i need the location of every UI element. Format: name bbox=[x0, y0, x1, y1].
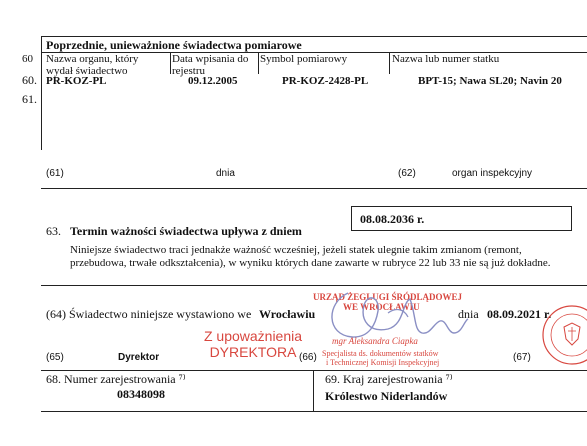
validity-note: Niniejsze świadectwo traci jednakże ważność wcześniej, jeżeli statek ulegnie takim zmianom (remont, przebudowa, trwałe odkształcenia), w wyniku których dane zawarte w rubryce 22 lub 33 nie są już dokładne. bbox=[70, 244, 551, 269]
issued-city: Wrocławiu bbox=[259, 307, 316, 321]
office-stamp-line1: URZĄD ŻEGLUGI ŚRÓDLĄDOWEJ bbox=[313, 292, 463, 302]
validity-date: 08.08.2036 r. bbox=[360, 212, 425, 226]
person-role-line1: Specjalista ds. dokumentów statków bbox=[322, 349, 439, 358]
registration-country-value: Królestwo Niderlandów bbox=[325, 389, 448, 403]
registration-number-value: 08348098 bbox=[117, 387, 165, 401]
field-num-67: (67) bbox=[513, 352, 531, 363]
validity-date-box bbox=[351, 206, 572, 231]
issued-dnia: dnia bbox=[458, 307, 479, 321]
cell-vessel: BPT-15; Nawa SL20; Navin 20 bbox=[418, 75, 562, 87]
registration-number-label: 68. Numer zarejestrowania ⁷⁾ bbox=[46, 372, 186, 386]
validity-number: 63. bbox=[46, 224, 61, 238]
official-seal-icon bbox=[540, 303, 587, 367]
organ-label: organ inspekcyjny bbox=[452, 168, 533, 179]
cell-date: 09.12.2005 bbox=[188, 75, 238, 87]
authorization-stamp bbox=[198, 328, 308, 360]
col-header-authority: Nazwa organu, który wydał świadectwo bbox=[46, 53, 139, 77]
person-name: mgr Aleksandra Ciapka bbox=[332, 336, 418, 346]
issued-date: 08.09.2021 r. bbox=[487, 307, 552, 321]
authorization-line2: DYREKTORA bbox=[209, 344, 297, 360]
field-num-65: (65) bbox=[46, 352, 64, 363]
cell-authority: PR-KOZ-PL bbox=[46, 75, 107, 87]
validity-label: Termin ważności świadectwa upływa z dniem bbox=[70, 224, 302, 238]
col-header-vessel: Nazwa lub numer statku bbox=[392, 53, 500, 65]
field-num-66: (66) bbox=[299, 352, 317, 363]
col-header-symbol: Symbol pomiarowy bbox=[260, 53, 348, 65]
col-header-date: Data wpisania do rejestru bbox=[172, 53, 249, 77]
field-num-62: (62) bbox=[398, 168, 416, 179]
row-number-60b: 60. bbox=[22, 73, 37, 87]
field-num-61: (61) bbox=[46, 168, 64, 179]
cell-symbol: PR-KOZ-2428-PL bbox=[282, 75, 369, 87]
person-role-line2: i Technicznej Komisji Inspekcyjnej bbox=[326, 358, 440, 367]
dnia-label: dnia bbox=[216, 168, 235, 179]
office-stamp-line2: WE WROCŁAWIU bbox=[343, 302, 420, 312]
director-role: Dyrektor bbox=[118, 352, 160, 363]
prev-title: Poprzednie, unieważnione świadectwa pomiarowe bbox=[46, 38, 302, 52]
registration-country-label: 69. Kraj zarejestrowania ⁷⁾ bbox=[325, 372, 453, 386]
issued-prefix: (64) Świadectwo niniejsze wystawiono we bbox=[46, 307, 252, 321]
row-number-60: 60 bbox=[22, 53, 33, 65]
authorization-line1: Z upoważnienia bbox=[203, 328, 303, 344]
row-number-61: 61. bbox=[22, 92, 37, 106]
